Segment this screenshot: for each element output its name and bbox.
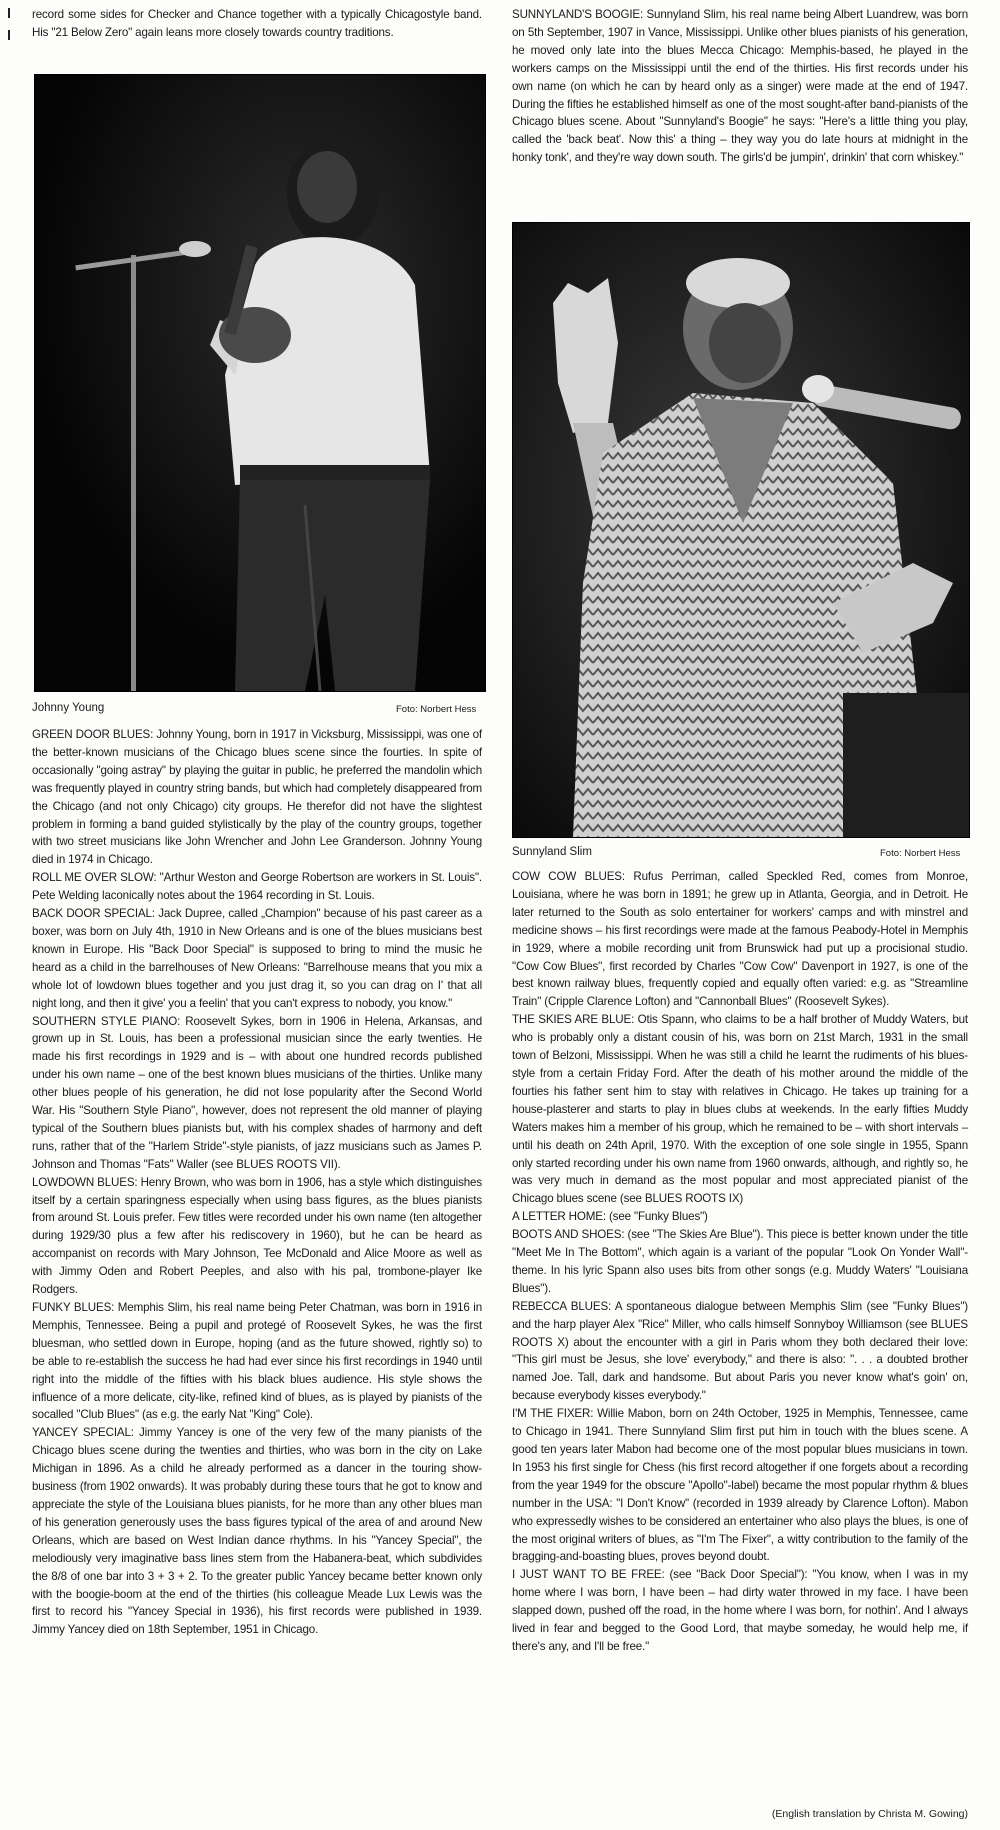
sunnyland-slim-photo — [512, 222, 970, 838]
johnny-young-caption: Johnny Young — [32, 702, 105, 714]
im-the-fixer-paragraph: I'M THE FIXER: Willie Mabon, born on 24th October, 1925 in Memphis, Tennessee, came to Chicago in 1941. There Sunnyland Slim first put him in touch with the blues scene. A good ten years later Mabon had become one of the most popular blues musicians in town. In 1953 his first single for Chess (his first record altogether if one forgets about a recording from the year 1949 for the obscure "Apollo"-label) became the most popular rhythm & blues number in the USA: "I Don't Know" (recorded in 1939 already by Clarence Lofton). Mabon who expressedly wishes to be considered an entertainer who also plays the blues, is one of the most original writers of blues, as "I'm The Fixer", a witty contribution to the family of the bragging-and-boasting blues, proves beyond doubt. — [512, 1407, 968, 1564]
lowdown-blues-paragraph: LOWDOWN BLUES: Henry Brown, who was born in 1906, has a style which distinguishes itself by a certain sparingness especially when using bass figures, as the blues pianists from around St. Louis prefer. Few titles were recorded under his own name (ten altogether during 1929/30 plus a few after his rediscovery in 1960), but he can be heard as accompanist on records with Mary Johnson, Tee McDonald and Alice Moore as well as with Jimmy Oden and Robert Peeples, and also with his pal, trombone-player Ike Rodgers. — [32, 1175, 482, 1297]
right-column-text — [512, 868, 968, 1656]
johnny-young-photo — [34, 74, 486, 692]
skies-are-blue-paragraph: THE SKIES ARE BLUE: Otis Spann, who claims to be a half brother of Muddy Waters, but who is probably only a distant cousin of his, was born on 21st March, 1931 in the small town of Belzoni, Mississippi. When he was still a child he learnt the rudiments of his blues-style from a certain Friday Ford. After the death of his mother around the middle of the fourties his father sent him to stay with relatives in Chicago. He takes up training for a house-plasterer and starts to play in blues clubs at weekends. In the early fifties Muddy Waters makes him a member of his group, which he remained to be – with short intervals – until his death on 24th April, 1970. With the exception of one sole single in 1955, Spann only started recording under his own name from 1960 onwards, although, and rightly so, he was very much in demand as the most popular and most appreciated pianist of the Chicago blues scene (see BLUES ROOTS IX) — [512, 1013, 968, 1206]
johnny-young-credit: Foto: Norbert Hess — [396, 704, 477, 715]
roll-me-over-slow-paragraph: ROLL ME OVER SLOW: "Arthur Weston and George Robertson are workers in St. Louis". Pete Welding laconically notes about the 1964 recording in St. Louis. — [32, 871, 482, 903]
translator-credit: (English translation by Christa M. Gowing) — [771, 1808, 968, 1820]
funky-blues-paragraph: FUNKY BLUES: Memphis Slim, his real name being Peter Chatman, was born in 1916 in Memphis, Tennessee. Being a pupil and protegé of Roosevelt Sykes, he was the first bluesman, who settled down in Europe, hoping (and as the future showed, rightly so) to be able to re-establish the success he had had ever since his first recordings in 1940 until right into the middle of the fifties with his black blues audience. His style shows the influence of a more delicate, city-like, refined kind of blues, as is played by pianists of the socalled "Club Blues" (as e.g. the early Nat "King" Cole). — [32, 1301, 482, 1422]
boots-and-shoes-paragraph: BOOTS AND SHOES: (see "The Skies Are Blue"). This piece is better known under the title "Meet Me In The Bottom", which again is a variant of the popular "Look On Yonder Wall"-theme. In his lyric Spann also uses bits from other songs (e.g. Muddy Waters' "Louisiana Blues"). — [512, 1228, 968, 1295]
yancey-special-paragraph: YANCEY SPECIAL: Jimmy Yancey is one of the very few of the many pianists of the Chicago blues scene during the twenties and thirties, who was born in the city on Lake Michigan in 1896. As a child he already performed as a dancer in the touring show-business (from 1902 onwards). It was probably during these tours that he got to know and appreciate the style of the Louisiana blues pianists, for he more than any other blues man of his generation generously uses the bass figures typical of the area of and around New Orleans, which are based on West Indian dance rhythms. In his "Yancey Special", the melodiously very imaginative bass lines stem from the Habanera-beat, which subdivides the 8/8 of one bar into 3 + 3 + 2. To the greater public Yancey became better known only with the boogie-boom at the end of the thirties (his colleague Meade Lux Lewis was the first to record his "Yancey Special in 1936), his first records were published in 1939. Jimmy Yancey died on 18th September, 1951 in Chicago. — [32, 1426, 482, 1637]
rebecca-blues-paragraph: REBECCA BLUES: A spontaneous dialogue between Memphis Slim (see "Funky Blues") and the harp player Alex "Rice" Miller, who calls himself Sonnyboy Williamson (see BLUES ROOTS X) about the encounter with a girl in Paris whom they both declared their love: "This girl must be Jesus, she love' everybody," and there is also: ". . . a doubted brother named Joe. Tall, dark and handsome. But about Paris you never know what's goin' on, because everybody kisses everybody." — [512, 1299, 968, 1403]
left-column-text — [32, 726, 482, 1639]
johnny-young-image — [35, 75, 485, 691]
sunnyland-slim-caption: Sunnyland Slim — [512, 846, 592, 858]
i-just-want-to-be-free-paragraph: I JUST WANT TO BE FREE: (see "Back Door Special"): "You know, when I was in my home where I was born, I have been – had dirty water throwed in my face. I have been slapped down, pushed off the road, in the home where I was born, for nothin'. And I always lived in fear and begged to the Good Lord, that maybe someday, he would help me, if there's any, and I'll be free." — [512, 1568, 968, 1653]
page-edge-mark — [8, 30, 10, 40]
back-door-special-paragraph: BACK DOOR SPECIAL: Jack Dupree, called „Champion" because of his past career as a boxer, was born on July 4th, 1910 in New Orleans and is one of the blues musicians best known in Europe. His "Back Door Special" is supposed to bring to mind the music he heard as a child in the barrelhouses of New Orleans: "Barrelhouse means that you mix a whole lot of lowdown blues together and you just drag it, so you can drag on I' that all night long, and then it give' you a feelin' that you can't express to nobody, you know." — [32, 907, 482, 1010]
letter-home-paragraph: A LETTER HOME: (see "Funky Blues") — [512, 1210, 708, 1224]
intro-paragraph: record some sides for Checker and Chance together with a typically Chicagostyle band. His "21 Below Zero" again leans more closely towards country traditions. — [32, 8, 482, 39]
sunnyland-slim-image — [513, 223, 969, 837]
sunnylands-boogie-paragraph: SUNNYLAND'S BOOGIE: Sunnyland Slim, his real name being Albert Luandrew, was born on 5th September, 1907 in Vance, Mississippi. Unlike other blues pianists of his generation, he moved only late into the blues Mecca Chicago: Memphis-based, he played in the workers camps on the Mississippi until the end of the thirties. His first records under his own name (on which he can by heard only as a singer) were made at the end of 1947. During the fifties he established himself as one of the most sought-after band-pianists of the Chicago blues scene. About "Sunnyland's Boogie" he says: "Here's a little thing you play, called the 'back beat'. Now this' a thing – they way you do late hours at midnight in the honky tonk', and they're way down south. The girls'd be jumpin', drinkin' that corn whiskey." — [512, 8, 968, 165]
green-door-blues-paragraph: GREEN DOOR BLUES: Johnny Young, born in 1917 in Vicksburg, Mississippi, was one of the better-known musicians of the Chicago blues scene since the fourties. In spite of occasionally "going astray" by playing the guitar in public, he preferred the mandolin which was frequently played in country string bands, but which had completely disappeared from the Chicago (and not only Chicago) city groups. He therefor did not have the slightest problem in forming a band guided stylistically by the play of the country groups, together with two street musicians like John Wrencher and John Lee Granderson. Johnny Young died in 1974 in Chicago. — [32, 728, 482, 867]
page-edge-mark — [8, 8, 10, 18]
sunnyland-slim-credit: Foto: Norbert Hess — [880, 848, 961, 859]
southern-style-piano-paragraph: SOUTHERN STYLE PIANO: Roosevelt Sykes, born in 1906 in Helena, Arkansas, and grown up in St. Louis, has been a professional musician since the early twenties. He made his first recordings in 1929 and is – with about one hundred records published under his own name – one of the best known blues musicians of the thirties. Unlike many other blues people of his generation, he did not lose popularity after the Second World War. His "Southern Style Piano", however, does not represent the old manner of playing typical of the Southern blues pianists but, with his complex shades of harmony and deft runs, rather that of the "Harlem Stride"-style pianists, of jazz musicians such as James P. Johnson and Thomas "Fats" Waller (see BLUES ROOTS VII). — [32, 1014, 482, 1171]
cow-cow-blues-paragraph: COW COW BLUES: Rufus Perriman, called Speckled Red, comes from Monroe, Louisiana, where he was born in 1891; he grew up in Atlanta, Georgia, and in Detroit. He later returned to the South as solo entertainer for workers' camps and with minstrel and medicine shows – his first recordings were made at the famous Peabody-Hotel in Memphis in 1929, where a mobile recording unit from Brunswick had put up a procisional studio. "Cow Cow Blues", first recorded by Charles "Cow Cow" Davenport in 1927, is one of the best known railway blues, frequently copied and equally often varied: e.g. as "Streamline Train" (Cripple Clarence Lofton) and "Cannonball Blues" (Roosevelt Sykes). — [512, 870, 968, 1009]
right-top-text — [512, 6, 968, 167]
top-left-text — [32, 6, 482, 42]
